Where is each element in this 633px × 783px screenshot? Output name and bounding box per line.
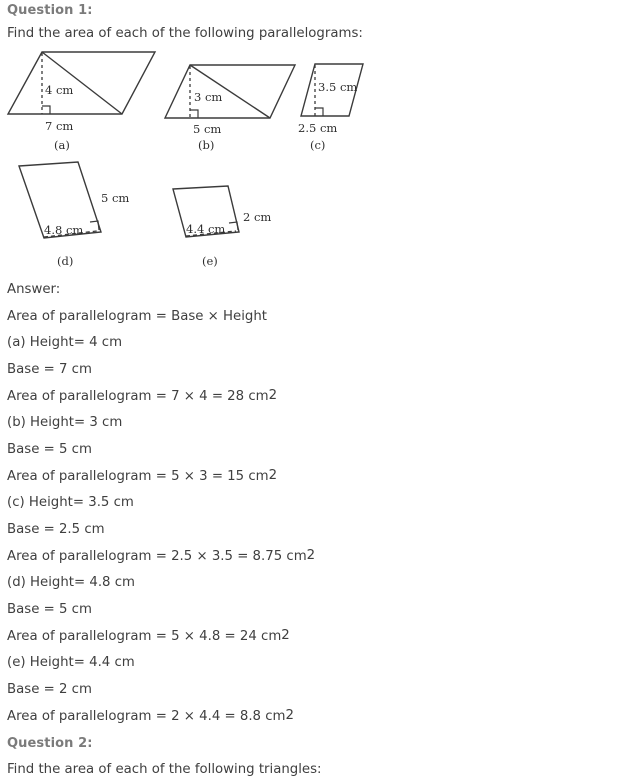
- answer-line-text: Base = 5 cm: [7, 602, 92, 618]
- answer-line: [7, 356, 322, 383]
- answer-block: [7, 276, 322, 783]
- figure-a-base-label: 7 cm: [45, 119, 74, 133]
- answer-line: [7, 570, 322, 597]
- answer-formula-row: [7, 303, 322, 330]
- figure-c-height-label: 3.5 cm: [318, 80, 358, 94]
- answer-line: [7, 490, 322, 517]
- figure-b-caption: (b): [198, 138, 215, 152]
- answer-label: Answer:: [7, 281, 61, 297]
- figure-c-base-label: 2.5 cm: [298, 121, 338, 135]
- answer-line-text: (b) Height= 3 cm: [7, 415, 123, 431]
- answer-line-text: Area of parallelogram = 2.5 × 3.5 = 8.75 cm: [7, 548, 307, 564]
- answer-line: [7, 436, 322, 463]
- figure-d-base-label: 4.8 cm: [44, 223, 84, 237]
- question-1-prompt: Find the area of each of the following parallelograms:: [7, 26, 363, 41]
- answer-line-text: (a) Height= 4 cm: [7, 335, 123, 351]
- answer-formula: Area of parallelogram = Base × Height: [7, 308, 268, 324]
- answer-line: [7, 516, 322, 543]
- figure-b-shape: [165, 65, 295, 118]
- answer-line: [7, 676, 322, 703]
- figure-d-height-label: 5 cm: [101, 191, 130, 205]
- answer-line-text: Base = 7 cm: [7, 361, 92, 377]
- answer-line-text: (e) Height= 4.4 cm: [7, 655, 135, 671]
- figure-b-base-label: 5 cm: [193, 122, 222, 136]
- answer-line: Area of parallelogram = 5 × 3 = 15 cm 2: [7, 468, 278, 484]
- figures-container: [0, 44, 633, 276]
- answer-line-text: Area of parallelogram = 7 × 4 = 28 cm: [7, 388, 269, 404]
- answer-line: [7, 596, 322, 623]
- figure-e-height-label: 2 cm: [243, 210, 272, 224]
- answer-line: [7, 329, 322, 356]
- question-2-prompt-row: [7, 756, 322, 783]
- answer-label-row: [7, 276, 322, 303]
- answer-line-text: Base = 2 cm: [7, 682, 92, 698]
- figure-e-caption: (e): [202, 254, 218, 268]
- answer-line: Area of parallelogram = 2.5 × 3.5 = 8.75 cm 2: [7, 548, 316, 564]
- figure-c-caption: (c): [310, 138, 326, 152]
- answer-line-text: Base = 5 cm: [7, 441, 92, 457]
- figure-a-shape: [8, 52, 155, 114]
- question-2-prompt: Find the area of each of the following triangles:: [7, 762, 322, 778]
- answer-line-text: Base = 2.5 cm: [7, 522, 105, 538]
- answer-line-text: (c) Height= 3.5 cm: [7, 495, 134, 511]
- answer-line: Area of parallelogram = 5 × 4.8 = 24 cm 2: [7, 628, 290, 644]
- answer-line-text: Area of parallelogram = 5 × 4.8 = 24 cm: [7, 628, 282, 644]
- figure-e-base-label: 4.4 cm: [186, 222, 226, 236]
- answer-line-text: Area of parallelogram = 2 × 4.4 = 8.8 cm: [7, 708, 286, 724]
- figure-d-caption: (d): [57, 254, 74, 268]
- figure-b-height-label: 3 cm: [194, 90, 223, 104]
- question-2-heading: Question 2:: [7, 735, 93, 751]
- question-2-heading-row: [7, 730, 322, 757]
- answer-line: Area of parallelogram = 2 × 4.4 = 8.8 cm 2: [7, 708, 294, 724]
- answer-line-text: Area of parallelogram = 5 × 3 = 15 cm: [7, 468, 269, 484]
- figure-a-caption: (a): [54, 138, 70, 152]
- figure-a-height-label: 4 cm: [45, 83, 74, 97]
- answer-line-text: (d) Height= 4.8 cm: [7, 575, 136, 591]
- answer-line: Area of parallelogram = 7 × 4 = 28 cm 2: [7, 388, 278, 404]
- answer-line: [7, 650, 322, 677]
- question-1-heading: Question 1:: [7, 3, 93, 18]
- answer-line: [7, 409, 322, 436]
- geometry-figures-svg: [0, 44, 633, 276]
